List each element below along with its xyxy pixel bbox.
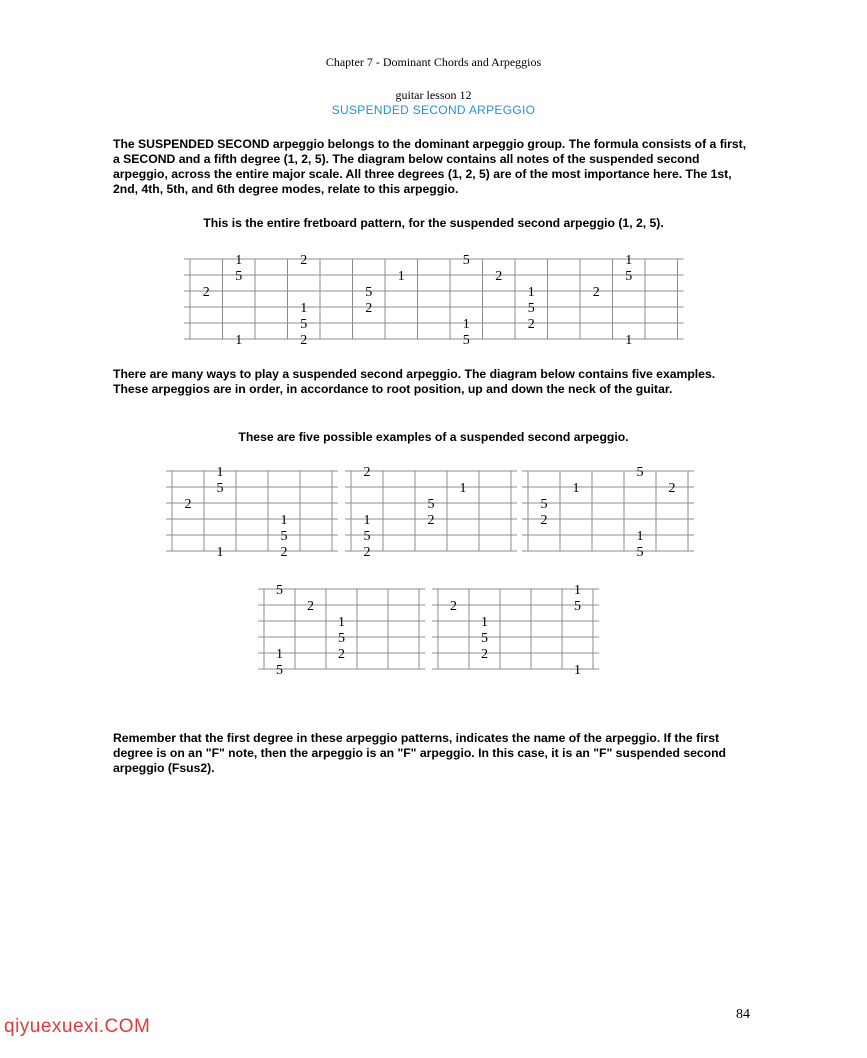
chapter-header: Chapter 7 - Dominant Chords and Arpeggios: [325, 55, 542, 69]
closing-paragraph: Remember that the first degree in these arpeggio patterns, indicates the name of the arpeggio. If the first degree is on an "F" note, then the arpeggio is an "F" arpeggio. In this case, it is an "F" suspended second arpeggio (Fsus2).: [113, 731, 727, 775]
arpeggio-example-3-note-degree-5: 5: [636, 545, 644, 560]
full-fretboard-note-degree-1: 1: [625, 333, 633, 348]
full-fretboard-note-degree-2: 2: [527, 317, 535, 332]
full-fretboard-note-degree-5: 5: [462, 253, 470, 268]
arpeggio-example-4-note-degree-2: 2: [338, 647, 345, 662]
full-fretboard-note-degree-5: 5: [235, 269, 243, 284]
arpeggio-example-4-note-degree-1: 1: [338, 615, 345, 630]
full-fretboard-note-degree-2: 2: [202, 285, 210, 300]
full-fretboard-diagram: [184, 253, 684, 348]
arpeggio-example-3-diagram: [522, 465, 697, 560]
full-fretboard-note-degree-5: 5: [462, 333, 470, 348]
full-fretboard-note-degree-2: 2: [300, 333, 308, 348]
full-fretboard-note-degree-1: 1: [462, 317, 470, 332]
full-fretboard-note-degree-5: 5: [300, 317, 308, 332]
arpeggio-example-5-diagram: [432, 583, 602, 678]
full-fretboard-note-degree-2: 2: [365, 301, 373, 316]
examples-caption: These are five possible examples of a suspended second arpeggio.: [238, 430, 629, 444]
arpeggio-example-2-note-degree-5: 5: [427, 497, 435, 512]
arpeggio-example-5-note-degree-1: 1: [574, 583, 581, 598]
arpeggio-example-3-note-degree-2: 2: [540, 513, 548, 528]
full-fretboard-note-degree-2: 2: [592, 285, 600, 300]
arpeggio-example-2-note-degree-5: 5: [363, 529, 371, 544]
arpeggio-example-2-note-degree-2: 2: [363, 465, 371, 480]
lesson-title: SUSPENDED SECOND ARPEGGIO: [331, 103, 536, 117]
arpeggio-example-1-note-degree-1: 1: [280, 513, 288, 528]
arpeggio-example-1-note-degree-2: 2: [280, 545, 288, 560]
arpeggio-example-4-diagram: [258, 583, 428, 678]
arpeggio-example-5-note-degree-5: 5: [481, 631, 488, 646]
intro-paragraph: The SUSPENDED SECOND arpeggio belongs to the dominant arpeggio group. The formula consists of a first, a SECOND and a fifth degree (1, 2, 5). The diagram below contains all notes of the suspended second arpeggio, across the entire major scale. All three degrees (1, 2, 5) are of the most importance here. The 1st, 2nd, 4th, 5th, and 6th degree modes, relate to this arpeggio.: [113, 137, 747, 196]
arpeggio-example-2-note-degree-1: 1: [363, 513, 371, 528]
full-fretboard-note-degree-5: 5: [625, 269, 633, 284]
arpeggio-example-1-note-degree-2: 2: [184, 497, 192, 512]
full-fretboard-note-degree-5: 5: [365, 285, 373, 300]
arpeggio-example-3-note-degree-5: 5: [636, 465, 644, 480]
arpeggio-example-1-note-degree-1: 1: [216, 465, 224, 480]
arpeggio-example-2-note-degree-2: 2: [363, 545, 371, 560]
page-number: 84: [736, 1007, 750, 1022]
arpeggio-example-3-note-degree-1: 1: [636, 529, 644, 544]
arpeggio-example-1-note-degree-5: 5: [280, 529, 288, 544]
full-fretboard-note-degree-1: 1: [625, 253, 633, 268]
arpeggio-example-3-note-degree-1: 1: [572, 481, 580, 496]
full-fretboard-note-degree-1: 1: [527, 285, 535, 300]
full-fretboard-note-degree-1: 1: [235, 253, 243, 268]
arpeggio-example-5-note-degree-5: 5: [574, 599, 581, 614]
arpeggio-example-4-note-degree-5: 5: [276, 583, 283, 598]
arpeggio-example-2-note-degree-1: 1: [459, 481, 467, 496]
full-fretboard-note-degree-1: 1: [235, 333, 243, 348]
arpeggio-example-1-diagram: [166, 465, 341, 560]
arpeggio-example-4-note-degree-5: 5: [276, 663, 283, 678]
arpeggio-example-4-note-degree-1: 1: [276, 647, 283, 662]
examples-paragraph: There are many ways to play a suspended second arpeggio. The diagram below contains five examples. These arpeggios are in order, in accordance to root position, up and down the neck of the guitar.: [113, 367, 716, 396]
site-watermark: qiyuexuexi.COM: [4, 1016, 151, 1037]
arpeggio-example-2-diagram: [345, 465, 520, 560]
full-fretboard-note-degree-2: 2: [495, 269, 503, 284]
arpeggio-example-1-note-degree-5: 5: [216, 481, 224, 496]
arpeggio-example-5-note-degree-2: 2: [481, 647, 488, 662]
full-fretboard-caption: This is the entire fretboard pattern, for the suspended second arpeggio (1, 2, 5).: [203, 216, 664, 230]
arpeggio-example-5-note-degree-2: 2: [450, 599, 457, 614]
arpeggio-example-5-note-degree-1: 1: [574, 663, 581, 678]
arpeggio-example-4-note-degree-5: 5: [338, 631, 345, 646]
full-fretboard-note-degree-1: 1: [397, 269, 405, 284]
lesson-label: guitar lesson 12: [395, 88, 472, 102]
full-fretboard-note-degree-2: 2: [300, 253, 308, 268]
arpeggio-example-4-note-degree-2: 2: [307, 599, 314, 614]
arpeggio-example-3-note-degree-5: 5: [540, 497, 548, 512]
arpeggio-example-1-note-degree-1: 1: [216, 545, 224, 560]
full-fretboard-note-degree-5: 5: [527, 301, 535, 316]
arpeggio-example-2-note-degree-2: 2: [427, 513, 435, 528]
arpeggio-example-5-note-degree-1: 1: [481, 615, 488, 630]
arpeggio-example-3-note-degree-2: 2: [668, 481, 676, 496]
full-fretboard-note-degree-1: 1: [300, 301, 308, 316]
